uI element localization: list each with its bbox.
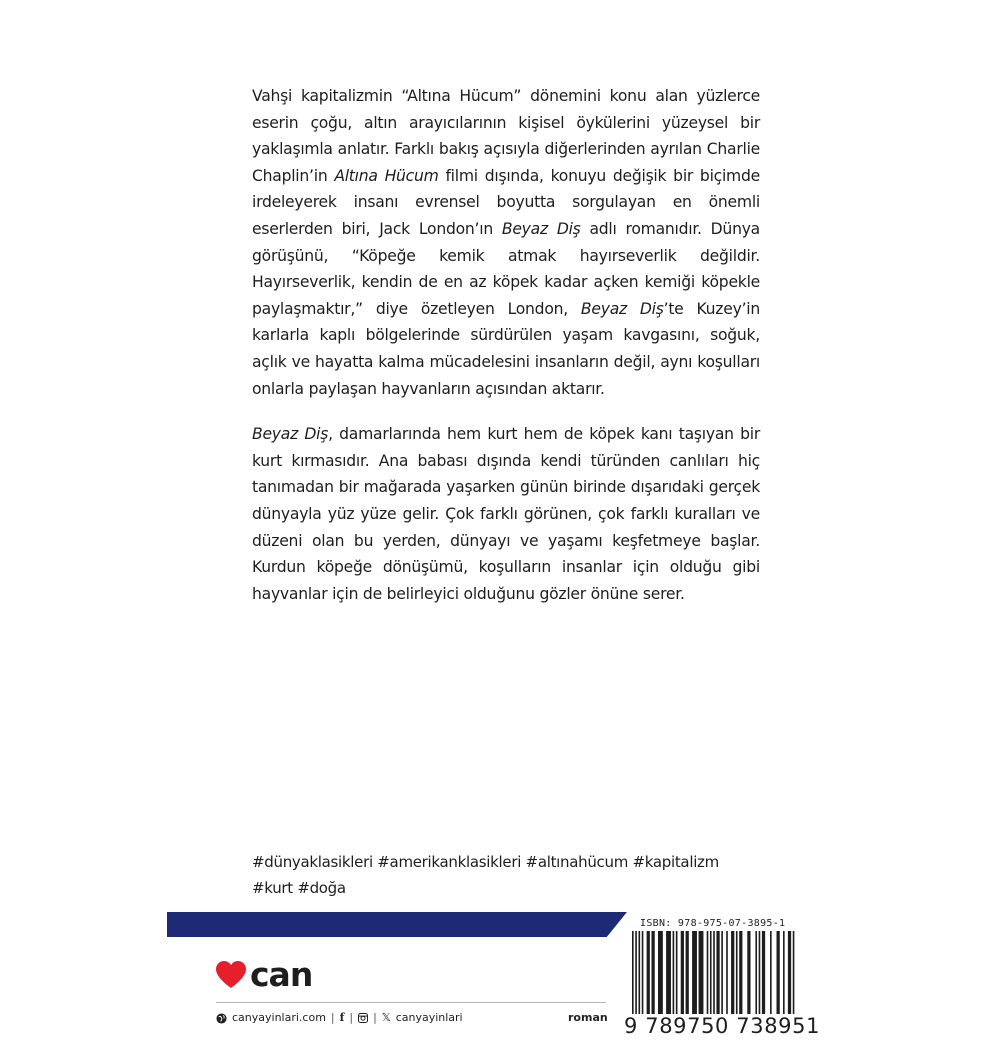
barcode-digits: 9 789750 738951 (624, 1014, 821, 1038)
social-handle[interactable]: canyayinlari (395, 1011, 463, 1024)
barcode-bar (699, 931, 704, 1021)
barcode-bar (642, 931, 644, 1021)
separator: | (330, 1011, 335, 1024)
instagram-icon[interactable] (358, 1013, 368, 1023)
barcode-bar (635, 931, 637, 1021)
barcode-bar (681, 931, 684, 1021)
barcode-bar (770, 931, 772, 1021)
description-text: Vahşi kapitalizmin “Altına Hücum” dönemini konu alan yüzlerce eserin çoğu, altın arayıcılarının kişisel öykülerini yüzeysel bir yaklaşımla anlatır. Farklı bakış açısıyla diğerlerinden ayrılan Charlie Chaplin’in (252, 87, 760, 185)
barcode-bar (793, 931, 795, 1021)
barcode-bar (721, 931, 723, 1021)
barcode-bar (736, 931, 738, 1021)
hashtags-line-2: #kurt #doğa (252, 879, 346, 897)
website-link[interactable]: canyayinlari.com (232, 1011, 326, 1024)
barcode-bar (710, 931, 712, 1021)
barcode-bar (658, 931, 663, 1021)
barcode-bar (639, 931, 641, 1021)
barcode-bar (747, 931, 750, 1021)
film-title: Altına Hücum (334, 166, 439, 185)
barcode-bar (707, 931, 709, 1021)
book-description (252, 83, 760, 626)
barcode-bar (686, 931, 689, 1021)
barcode-bar (713, 931, 715, 1021)
isbn-label: ISBN: 978-975-07-3895-1 (640, 918, 786, 929)
barcode-bar (726, 931, 728, 1021)
barcode-bar (759, 931, 761, 1021)
barcode-bar (651, 931, 654, 1021)
barcode-bar (673, 931, 675, 1021)
separator: | (373, 1011, 377, 1024)
barcode-bar (777, 931, 780, 1021)
description-text: ’te Kuzey’in karlarla kaplı bölgelerinde sürdürülen yaşam kavgasını, soğuk, açlık ve hayatta kalma mücadelesini insanların değil, aynı koşulları onlarla paylaşan hayvanların açısından aktarır. (252, 299, 760, 398)
footer-divider (216, 1002, 606, 1003)
description-paragraph-1 (252, 83, 760, 402)
book-title: Beyaz Diş (501, 219, 581, 238)
barcode-bar (632, 931, 634, 1021)
barcode (630, 931, 798, 1021)
hashtags (252, 849, 772, 901)
barcode-bar (762, 931, 765, 1021)
description-text: , damarlarında hem kurt hem de köpek kanı taşıyan bir kurt kırmasıdır. Ana babası dışında kendi türünden canlıları hiç tanımadan bir mağarada yaşarken günün birinde dışarıdaki gerçek dünyayla yüz yüze gelir. Çok farklı görünen, çok farklı kuralları ve düzeni olan bu yerden, dünyayı ve yaşamı keşfetmeye başlar. Kurdun köpeğe dönüşümü, koşulların insanlar için olduğu gibi hayvanlar için de belirleyici olduğunu gözler önüne serer. (252, 425, 760, 603)
description-text: filmi dışında, konuyu değişik bir biçimde irdeleyerek insanı evrensel boyutta sorgulayan en önemli eserlerden biri, Jack London’ın (252, 166, 760, 238)
x-icon[interactable]: 𝕏 (381, 1011, 391, 1024)
barcode-bar (666, 931, 671, 1021)
barcode-bar (692, 931, 697, 1021)
description-text: adlı romanıdır. Dünya görüşünü, “Köpeğe kemik atmak hayırseverlik değildir. Hayırseverlik, kendin de en az köpek kadar açken kemiği köpekle paylaşmaktır,” diye özetleyen London, (252, 219, 760, 318)
barcode-bar (788, 931, 791, 1021)
book-title: Beyaz Diş (252, 425, 329, 444)
publisher-logo (216, 955, 313, 994)
barcode-bar (676, 931, 678, 1021)
facebook-icon[interactable]: f (339, 1011, 345, 1024)
heart-icon (216, 961, 246, 989)
hashtags-line-1: #dünyaklasikleri #amerikanklasikleri #altınahücum #kapitalizm (252, 853, 719, 871)
accent-bar (167, 912, 627, 937)
barcode-bar (647, 931, 650, 1021)
barcode-bar (716, 931, 719, 1021)
barcode-bar (783, 931, 785, 1021)
separator: | (349, 1011, 354, 1024)
book-title: Beyaz Diş (580, 299, 664, 318)
logo-wordmark: can (250, 955, 313, 994)
barcode-bar (731, 931, 734, 1021)
barcode-bar (755, 931, 757, 1021)
description-paragraph-2 (252, 421, 760, 607)
globe-icon (216, 1013, 227, 1024)
barcode-bar (739, 931, 742, 1021)
publisher-contact (216, 1009, 463, 1027)
genre-label: roman (568, 1011, 608, 1024)
